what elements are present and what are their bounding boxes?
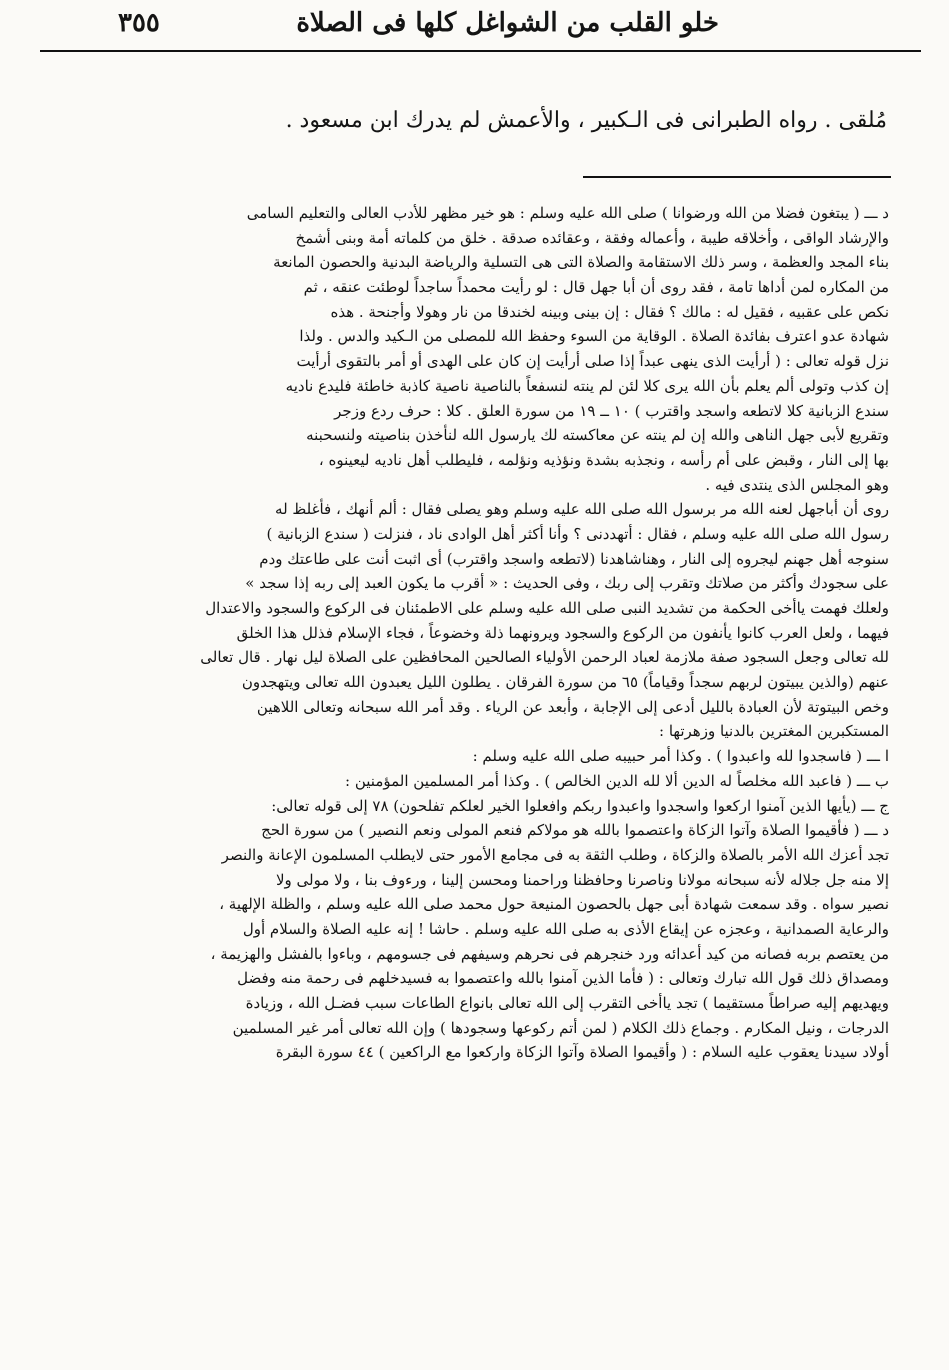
text-line: ومصداق ذلك قول الله تبارك وتعالى : ( فأما الذين آمنوا بالله واعتصموا به فسيدخلهم فى رحمة منه وفضل xyxy=(237,969,889,988)
text-line: نكص على عقبيه ، فقيل له : مالك ؟ فقال : إن بينى وبينه لخندقا من نار وهولا وأجنحة . هذه xyxy=(330,302,889,321)
text-line: بناء المجد والعظمة ، وسر ذلك الاستقامة والصلاة التى هى التسلية والرياضة البدنية والحصون المانعة xyxy=(273,253,889,272)
header-rule xyxy=(40,50,921,52)
text-line: والإرشاد الواقى ، وأخلاقه طيبة ، وأعماله وفقة ، وعقائده صدقة . خلق من كلماته أمة وبنى أشمخ xyxy=(295,228,889,247)
text-line: بها إلى النار ، وقبض على أم رأسه ، ونجذبه بشدة ونؤذيه ونؤلمه ، فليطلب أهل ناديه ليعينوه ، xyxy=(318,450,889,469)
page-number: ٣٥٥ xyxy=(118,8,160,38)
text-line: ب ـــ ( فاعبد الله مخلصاً له الدين ألا لله الدين الخالص ) . وكذا أمر المسلمين المؤمنين : xyxy=(345,771,889,790)
text-line: عنهم (والذين يبيتون لربهم سجداً وقياماً) ٦٥ من سورة الفرقان . يطلون الليل يعبدون الله تعالى ويتهجدون xyxy=(241,673,889,692)
text-line: الدرجات ، ونيل المكارم . وجماع ذلك الكلام ( لمن أتم ركوعها وسجودها ) وإن الله تعالى أمر غير المسلمين xyxy=(232,1018,889,1037)
text-line: تجد أعزك الله الأمر بالصلاة والزكاة ، وطلب الثقة به فى مجامع الأمور حتى لايطلب المسلمون الإعانة والنصر xyxy=(221,845,889,864)
text-line: وهو المجلس الذى ينتدى فيه . xyxy=(705,475,889,494)
text-line: من المكاره لمن أداها تامة ، فقد روى أن أبا جهل قال : لو رأيت محمداً ساجداً لوطئت عنقه ، ثم xyxy=(303,278,889,297)
text-line: المستكبرين المغترين بالدنيا وزهرتها : xyxy=(659,722,889,741)
text-line: أولاد سيدنا يعقوب عليه السلام : ( وأقيموا الصلاة وآتوا الزكاة واركعوا مع الراكعين ) ٤٤ سورة البقرة xyxy=(275,1043,889,1062)
text-line: لله تعالى وجعل السجود صفة ملازمة لعباد الرحمن الأولياء الصالحين المحافظين على الصلاة ليل نهار . قال تعالى xyxy=(200,648,889,667)
text-line: نزل قوله تعالى : ( أرأيت الذى ينهى عبداً إذا صلى أرأيت إن كان على الهدى أو أمر بالتقوى أرأيت xyxy=(296,352,889,371)
text-line: سنوجه أهل جهنم ليجروه إلى النار ، وهناشاهدنا (لاتطعه واسجد واقترب) أى اثبت أنت على طاعتك ودم xyxy=(259,549,889,568)
text-line: والرعاية الصمدانية ، وعجزه عن إيقاع الأذى به صلى الله عليه وسلم . حاشا ! إنه عليه الصلاة والسلام أول xyxy=(242,919,889,938)
text-line: روى أن أباجهل لعنه الله مر برسول الله صلى الله عليه وسلم وهو يصلى فقال : ألم أنهك ، فأغلظ له xyxy=(275,500,889,519)
text-line: وتقريع لأبى جهل الناهى والله إن لم ينته عن معاكسته لك يارسول الله لنأخذن بناصيته ولنسحبنه xyxy=(306,426,889,445)
text-line: ج ـــ (يأيها الذين آمنوا اركعوا واسجدوا واعبدوا ربكم وافعلوا الخير لعلكم تفلحون) ٧٨ إلى قوله تعالى: xyxy=(271,796,889,815)
running-title: خلو القلب من الشواغل كلها فى الصلاة xyxy=(296,8,719,38)
text-line: من يعتصم بربه فصانه من كيد أعدائه ورد خنجرهم فى نحرهم وسيفهم فى جسومهم ، وباءوا بالفشل والهزيمة ، xyxy=(210,944,889,963)
text-line: ولعلك فهمت ياأخى الحكمة من تشديد النبى صلى الله عليه وسلم على الاطمئنان فى الركوع والسجود والاعتدال xyxy=(205,599,889,617)
text-line: إن كذب وتولى ألم يعلم بأن الله يرى كلا لئن لم ينته لنسفعاً بالناصية ناصية كاذبة خاطئة فليدع ناديه xyxy=(285,376,889,395)
text-line: إلا منه جل جلاله لأنه سبحانه مولانا وناصرنا وحافظنا وراحمنا ومحسن إلينا ، ورءوف بنا ، ولا مولى ولا xyxy=(275,870,889,889)
page-header xyxy=(30,6,919,48)
text-line: على سجودك وأكثر من صلاتك وتقرب إلى ربك ، وفى الحديث : « أقرب ما يكون العبد إلى ربه إذا سجد » xyxy=(245,574,889,593)
text-line: وخص البيتوتة لأن العبادة بالليل أدعى إلى الإجابة ، وأبعد عن الرياء . وقد أمر الله سبحانه وتعالى اللاهين xyxy=(256,697,889,716)
hadith-note: مُلقى . رواه الطبرانى فى الـكبير ، والأعمش لم يدرك ابن مسعود . xyxy=(285,108,887,133)
text-line: د ـــ ( يبتغون فضلا من الله ورضوانا ) صلى الله عليه وسلم : هو خير مظهر للأدب العالى والتعليم السامى xyxy=(246,204,889,222)
text-line: شهادة عدو اعترف بفائدة الصلاة . الوقاية من السوء وحفظ الله للمصلى من الـكيد والدس . ولذا xyxy=(299,327,889,346)
text-line: رسول الله صلى الله عليه وسلم ، فقال : أتهددنى ؟ وأنا أكثر أهل الوادى ناد ، فنزلت ( سندع الزبانية ) xyxy=(266,524,889,543)
text-line: نصير سواه . وقد سمعت شهادة أبى جهل بالحصون المنيعة حول محمد صلى الله عليه وسلم ، والظلة الإلهية ، xyxy=(219,895,889,914)
text-line: ويهديهم إليه صراطاً مستقيما ) تجد ياأخى التقرب إلى الله تعالى بانواع الطاعات سبب فضـل الله ، وزيادة xyxy=(245,994,889,1012)
footnote-body xyxy=(106,201,889,1065)
text-line: فيهما ، ولعل العرب كانوا يأنفون من الركوع والسجود ويرونهما ذلة وخضوعاً ، فجاء الإسلام فذلل هذا الخلق xyxy=(236,623,889,642)
text-line: ا ـــ ( فاسجدوا لله واعبدوا ) . وكذا أمر حبيبه صلى الله عليه وسلم : xyxy=(472,747,889,766)
footnote-separator xyxy=(583,176,891,178)
text-line: د ـــ ( فأقيموا الصلاة وآتوا الزكاة واعتصموا بالله هو مولاكم فنعم المولى ونعم النصير ) من سورة الحج xyxy=(261,821,889,840)
text-line: سندع الزبانية كلا لاتطعه واسجد واقترب ) ١٠ ــ ١٩ من سورة العلق . كلا : حرف ردع وزجر xyxy=(334,401,889,420)
